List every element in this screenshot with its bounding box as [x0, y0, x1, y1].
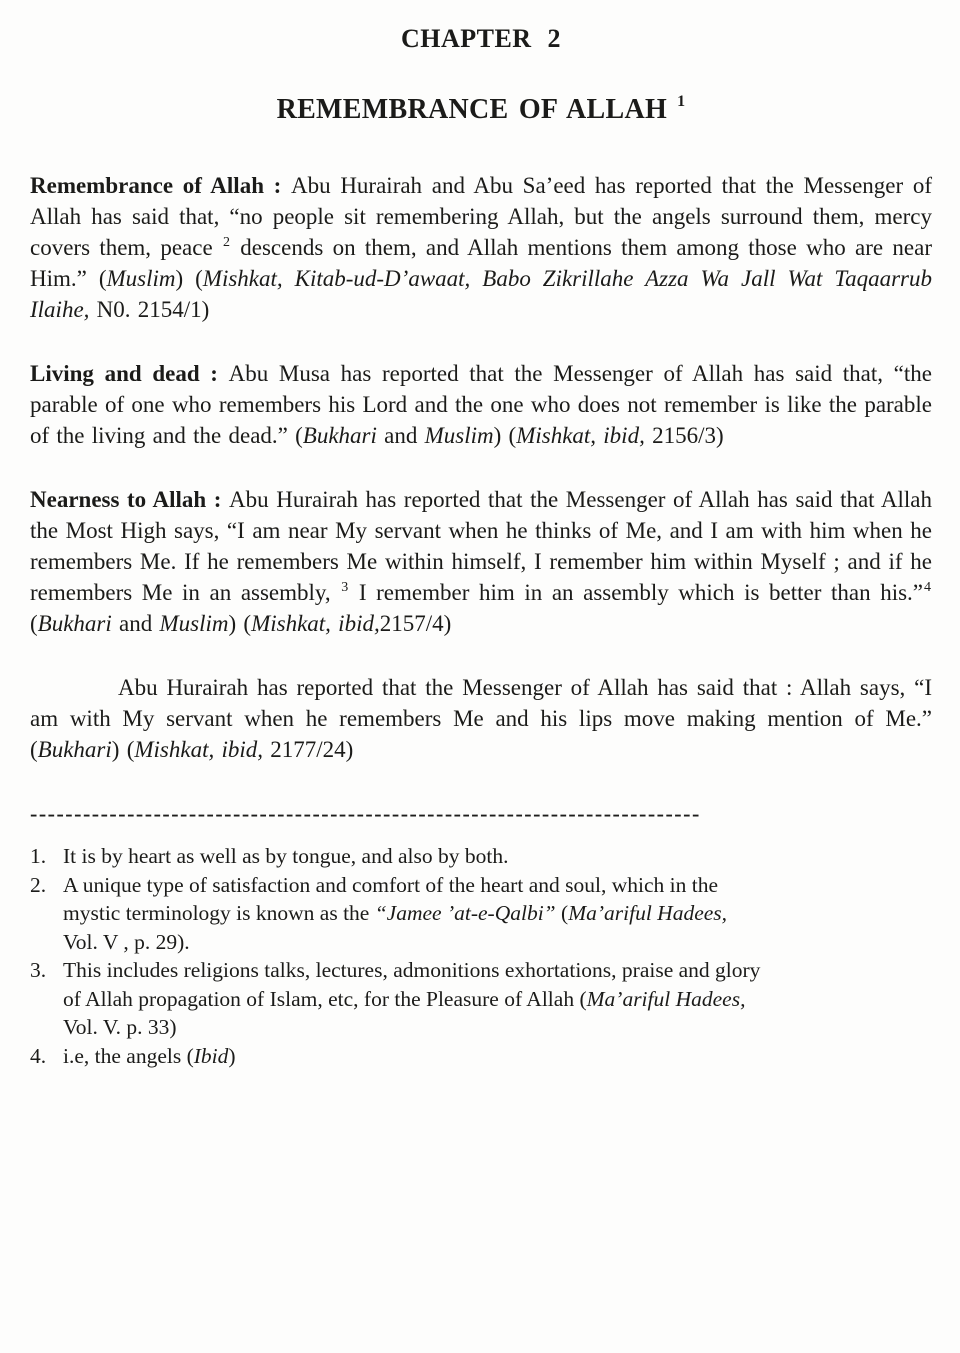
footnote-divider: ---------------------------------------------------------------------------- [30, 801, 701, 826]
text-run: i.e, the angels ( [63, 1043, 194, 1068]
paragraph [30, 672, 932, 765]
paragraph [30, 170, 932, 325]
footnote-item [30, 871, 932, 957]
text-run: ) ( [175, 266, 203, 291]
text-run: Remembrance of Allah : [30, 173, 292, 198]
footnote-ref: 3 [341, 580, 349, 595]
text-run: Vol. V , p. 29). [63, 929, 190, 954]
text-run: I remember him in an assembly which is better than his.” [349, 580, 923, 605]
section-title-footnote-ref: 1 [677, 92, 686, 110]
text-run: Abu Hurairah has reported that the Messenger of Allah has said that : Allah says, “I am with My servant when he remembers Me and his lips move making mention of Me.” ( [30, 675, 932, 762]
section-title-text: REMEMBRANCE OF ALLAH [276, 94, 668, 125]
text-run: and [376, 423, 425, 448]
text-run: Vol. V. p. 33) [63, 1015, 177, 1039]
text-run: It is by heart as well as by tongue, and also by both. [63, 844, 509, 868]
text-run: Muslim [159, 611, 229, 636]
text-run: 2156/3) [644, 423, 724, 448]
text-run: Ma’ariful Hadees, [568, 901, 728, 925]
footnote-item [30, 1042, 932, 1071]
footnote-number: 4. [30, 1043, 47, 1068]
text-run: N0. 2154/1) [89, 297, 210, 322]
section-title [30, 94, 932, 126]
text-run: ) ( [111, 737, 135, 762]
paragraph [30, 484, 932, 639]
text-run: ( [30, 611, 38, 636]
text-run: and [111, 611, 160, 636]
text-run: Mishkat, ibid, [134, 737, 263, 762]
chapter-title: CHAPTER 2 [400, 24, 562, 53]
text-run: ( [555, 901, 569, 925]
text-run: descends on them, and Allah mentions them among those who are near Him.” ( [30, 235, 932, 291]
text-run: Abu Musa has reported that the Messenger of Allah has said that, “the parable of one who remembers his Lord and the one who does not remember is like the parable of the living and the dead.” ( [30, 361, 932, 448]
text-run: 2177/24) [263, 737, 354, 762]
footnote-number: 1. [30, 844, 47, 868]
footnote-item [30, 956, 932, 1042]
text-run: ) [228, 1043, 236, 1068]
text-run: Ibid [193, 1043, 229, 1068]
paragraphs-container [30, 170, 932, 765]
text-run: Muslim [424, 423, 494, 448]
text-run: Bukhari [37, 737, 112, 762]
footnotes-container [30, 842, 932, 1070]
text-run: Muslim [106, 266, 176, 291]
footnote-number: 2. [30, 872, 47, 897]
footnote-text [63, 956, 765, 1042]
text-run: Bukhari [37, 611, 112, 636]
text-run: Mishkat, Kitab-ud-D’awaat, Babo Zikrillahe Azza Wa Jall Wat Taqaarrub Ilaihe, [30, 266, 932, 322]
text-run: ) ( [228, 611, 252, 636]
text-run: Mishkat, ibid, [251, 611, 380, 636]
footnote-item [30, 842, 932, 871]
footnote-text [63, 842, 508, 871]
text-run: Bukhari [302, 423, 377, 448]
text-run: A unique type of satisfaction and comfort of the heart and soul, which in the mystic terminology is known as the [63, 872, 718, 925]
text-run: “Jamee ’at-e-Qalbi” [374, 901, 556, 925]
footnote-ref: 4 [924, 580, 931, 595]
text-run: Ma’ariful Hadees, [586, 986, 746, 1011]
text-run: Mishkat, ibid, [516, 423, 645, 448]
paragraph [30, 358, 932, 451]
footnote-number: 3. [30, 958, 47, 982]
footnote-text [63, 1042, 236, 1071]
text-run: Abu Hurairah and Abu Sa’eed has reported that the Messenger of Allah has said that, “no people sit remembering Allah, but the angels surround them, mercy covers them, peace [30, 173, 933, 260]
text-run: 2157/4) [379, 611, 452, 636]
footnote-text [63, 871, 765, 957]
footnote-ref: 2 [222, 235, 230, 250]
text-run: Abu Hurairah has reported that the Messenger of Allah has said that Allah the Most High says, “I am near My servant when he thinks of Me, and I am with him when he remembers Me. If he remembers Me within himself, I remember him within Myself ; and if he remembers Me in an assembly, [30, 487, 932, 605]
text-run: Living and dead : [30, 361, 229, 386]
text-run: This includes religions talks, lectures, admonitions exhortations, praise and glory of Allah propagation of Islam, etc, for the Pleasure of Allah ( [63, 958, 761, 1011]
text-run: ) ( [493, 423, 517, 448]
text-run: Nearness to Allah : [30, 487, 230, 512]
